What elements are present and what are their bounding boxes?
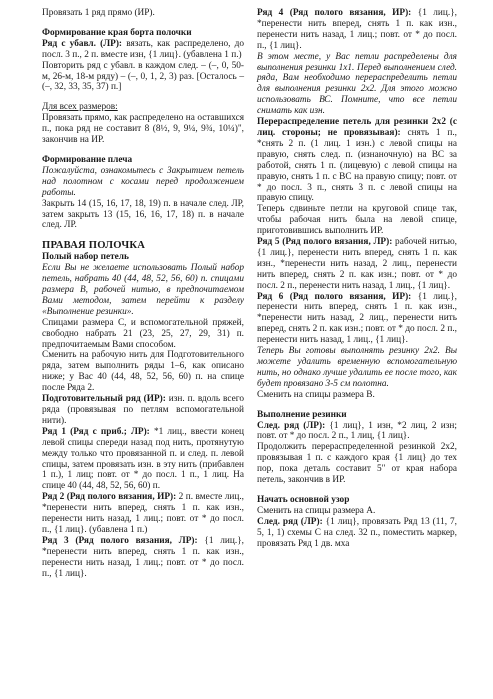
row-label: Ряд 5 (Ряд полого вязания, ЛР):	[257, 237, 393, 248]
row-label: Ряд с убавл. (ЛР):	[42, 38, 123, 49]
paragraph: Ряд 3 (Ряд полого вязания, ЛР): {1 лиц.}, *перенести нить вперед, снять 1 п. как изн., перенести нить назад, 1 лиц.; повт. от * до посл. п., {1 лиц}.	[42, 535, 244, 579]
row-label: Перераспределение петель для резинки 2х2 (с лиц. стороны; не провязывая):	[257, 117, 457, 138]
paragraph: Ряд 6 (Ряд полого вязания, ИР): {1 лиц.}, перенести нить вперед, снять 1 п. как изн., *перенести нить назад, 2 лиц., перенести нить вперед, снять 2 п. как изн.; повт. от * до посл. 2 п., перенести нить назад, 1 лиц., {1 лиц}.	[257, 291, 457, 346]
paragraph: Перераспределение петель для резинки 2х2 (с лиц. стороны; не провязывая): снять 1 п., *снять 2 п. (1 лиц. 1 изн.) с левой спицы на правую, снять след. п. (изнаночную) на ВС за работой, снять 1 п. (лицевую) с левой спицы на правую, снять 1 п. с ВС на правую спицу; повт. от * до посл. 3 п., снять 3 п. с левой спицы на правую спицу.	[257, 117, 457, 204]
paragraph: Сменить на спицы размера А.	[257, 505, 376, 516]
note-paragraph: Теперь Вы готовы выполнять резинку 2х2. Вы можете удалить временную вспомогательную нить, но однако лучше удалить ее после того, как будет провязано 3-5 см полотна.	[257, 346, 457, 389]
row-label: Ряд 6 (Ряд полого вязания, ИР):	[257, 291, 412, 302]
row-label: Ряд 3 (Ряд полого вязания, ЛР):	[42, 535, 198, 546]
paragraph: Ряд 2 (Ряд полого вязания, ИР): 2 п. вместе лиц., *перенести нить вперед, снять 1 п. как изн., перенести нить назад, 1 лиц.; повт. от * до посл. п., {1 лиц}. (убавлена 1 п.)	[42, 492, 244, 535]
note-paragraph: Если Вы не желаете использовать Полый набор петель, набрать 40 (44, 48, 52, 56, 60) п. спицами размера В, рабочей нитью, в предпочитаемом Вами методом, затем перейти к разделу «Выполнение резинки».	[42, 263, 244, 317]
left-column	[42, 8, 244, 580]
paragraph: След. ряд (ЛР): {1 лиц}, провязать Ряд 13 (11, 7, 5, 1, 1) схемы С на след. 32 п., поместить маркер, провязать Ряд 1 дв. мха	[257, 516, 457, 549]
row-label: Ряд 4 (Ряд полого вязания, ИР):	[257, 8, 412, 18]
paragraph: Повторить ряд с убавл. в каждом след. – (–, 0, 50-м, 26-м, 18-м ряду) – (–, 0, 1, 2, 3) раз. [Осталось – (–, 32, 33, 35, 37) п.]	[42, 60, 244, 93]
row-label: След. ряд (ЛР):	[257, 516, 323, 527]
section-heading: Выполнение резинки	[257, 409, 347, 420]
row-label: Ряд 2 (Ряд полого вязания, ИР):	[42, 492, 177, 503]
note-paragraph: В этом месте, у Вас петли распределены для выполнения резинки 1х1. Перед выполнением след. ряда, Вам необходимо перераспределить петли для выполнения резинки 2х2. Для этого можно использовать ВС. Помните, что все петли снимать как изн.	[257, 51, 457, 117]
chapter-heading: ПРАВАЯ ПОЛОЧКА	[42, 240, 146, 252]
row-label: Ряд 1 (Ряд с приб.; ЛР):	[42, 426, 150, 437]
paragraph: Ряд 4 (Ряд полого вязания, ИР): {1 лиц.}, *перенести нить вперед, снять 1 п. как изн., перенести нить назад, 1 лиц.; повт. от * до посл. п., {1 лиц}.	[257, 8, 457, 51]
section-heading: Формирование плеча	[42, 154, 133, 165]
paragraph: След. ряд (ЛР): {1 лиц}, 1 изн, *2 лиц, 2 изн; повт. от * до посл. 2 п., 1 лиц, {1 лиц}.	[257, 420, 457, 442]
paragraph: Ряд 1 (Ряд с приб.; ЛР): *1 лиц., ввести конец левой спицы спереди назад под нить, протянутую между только что провязанной п. и след. п. левой спицы, затем провязать изн. в эту нить (прибавлен 1 п.), 1 лиц; повт. от * до посл. 1 п., 1 лиц. На спице 40 (44, 48, 52, 56, 60) п.	[42, 426, 244, 492]
section-heading: Начать основной узор	[257, 494, 350, 505]
paragraph: Сменить на спицы размера В.	[257, 389, 375, 400]
paragraph: Подготовительный ряд (ИР): изн. п. вдоль всего ряда (провязывая по петлям вспомогательной нити).	[42, 394, 244, 426]
right-column	[257, 8, 457, 550]
paragraph: Спицами размера С, и вспомогательной пряжей, свободно набрать 21 (23, 25, 27, 29, 31) п. предпочитаемым Вами способом.	[42, 317, 244, 350]
row-label: Подготовительный ряд (ИР):	[42, 394, 166, 405]
subheading-all-sizes: Для всех размеров:	[42, 102, 118, 113]
section-heading: Полый набор петель	[42, 252, 129, 263]
paragraph: Закрыть 14 (15, 16, 17, 18, 19) п. в начале след. ЛР, затем закрыть 13 (15, 16, 16, 17, 18) п. в начале след. ЛР.	[42, 198, 244, 231]
paragraph: Продолжить перераспределенной резинкой 2х2, провязывая 1 п. с каждого края {1 лиц} до тех пор, пока деталь составит 5" от края набора петель, закончив в ИР.	[257, 442, 457, 486]
paragraph: Сменить на рабочую нить для Подготовительного ряда, затем выполнить ряды 1–6, как описано ниже; у Вас 40 (44, 48, 52, 56, 60) п. на спице после Ряда 2.	[42, 350, 244, 394]
paragraph: Ряд с убавл. (ЛР): вязать, как распределено, до посл. 3 п., 2 п. вместе изн, {1 лиц}. (убавлена 1 п.)	[42, 38, 244, 60]
paragraph: Ряд 5 (Ряд полого вязания, ЛР): рабочей нитью, {1 лиц.}, перенести нить вперед, снять 1 п. как изн., *перенести нить назад, 2 лиц., перенести нить вперед, снять 2 п. как изн.; повт. от * до посл. 2 п., перенести нить назад, 1 лиц., {1 лиц}.	[257, 237, 457, 291]
row-label: След. ряд (ЛР):	[257, 420, 326, 431]
paragraph: Теперь сдвиньте петли на круговой спице так, чтобы рабочая нить была на левой спице, приготовившись выполнить ИР.	[257, 204, 457, 237]
paragraph: Провязать 1 ряд прямо (ИР).	[42, 8, 155, 18]
paragraph: Провязать прямо, как распределено на оставшихся п., пока ряд не составит 8 (8½, 9, 9¼, 9¾, 10¼)", закончив на ИР.	[42, 113, 244, 146]
note-paragraph: Пожалуйста, ознакомьтесь с Закрытием петель над полотном с косами перед продолжением работы.	[42, 165, 244, 198]
section-heading: Формирование края борта полочки	[42, 27, 192, 38]
